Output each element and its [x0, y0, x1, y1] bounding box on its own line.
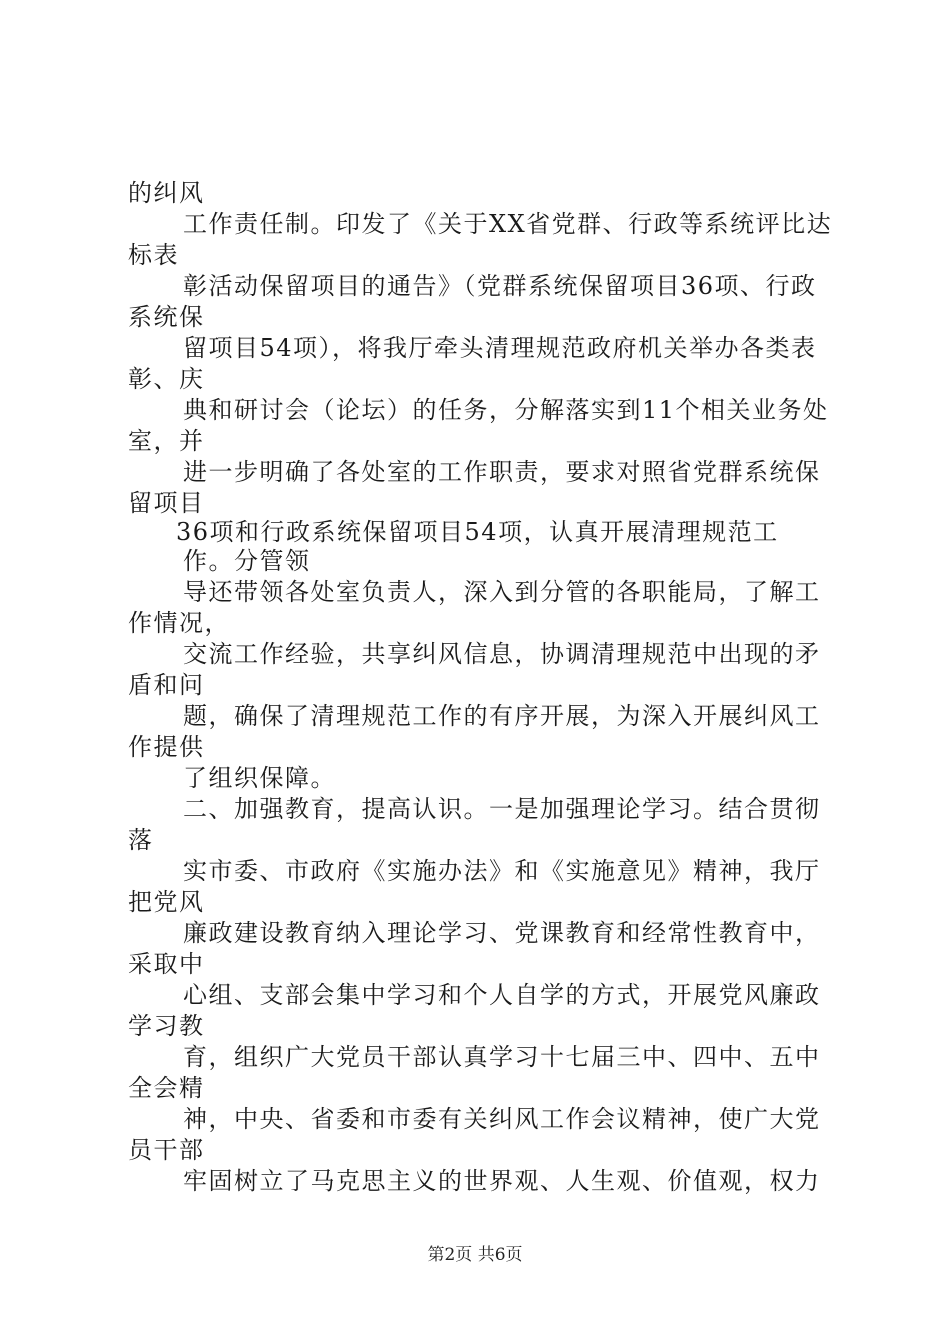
text-line: 36项和行政系统保留项目54项，认真开展清理规范工	[176, 518, 779, 546]
text-line: 廉政建设教育纳入理论学习、党课教育和经常性教育中，	[183, 919, 821, 947]
text-line: 学习教	[128, 1012, 205, 1040]
text-line: 全会精	[128, 1074, 205, 1102]
text-line: 神，中央、省委和市委有关纠风工作会议精神，使广大党	[183, 1105, 821, 1133]
text-line: 留项目	[128, 489, 205, 517]
text-line: 系统保	[128, 303, 205, 331]
text-line: 进一步明确了各处室的工作职责，要求对照省党群系统保	[183, 458, 821, 486]
text-line: 彰活动保留项目的通告》（党群系统保留项目36项、行政	[183, 272, 817, 300]
text-line: 典和研讨会（论坛）的任务，分解落实到11个相关业务处	[183, 396, 829, 424]
text-line: 作提供	[128, 733, 205, 761]
text-line: 的纠风	[128, 179, 205, 207]
text-line: 作。分管领	[183, 547, 311, 575]
text-line: 作情况，	[128, 609, 230, 637]
text-line: 心组、支部会集中学习和个人自学的方式，开展党风廉政	[183, 981, 821, 1009]
text-line: 员干部	[128, 1136, 205, 1164]
text-line: 导还带领各处室负责人，深入到分管的各职能局，了解工	[183, 578, 821, 606]
text-line: 盾和问	[128, 671, 205, 699]
text-line: 题，确保了清理规范工作的有序开展，为深入开展纠风工	[183, 702, 821, 730]
page-number-indicator: 第2页 共6页	[427, 1245, 523, 1265]
text-line: 落	[128, 826, 154, 854]
text-line: 彰、庆	[128, 365, 205, 393]
text-line: 牢固树立了马克思主义的世界观、人生观、价值观，权力	[183, 1167, 821, 1195]
page-footer	[0, 1244, 950, 1266]
text-line: 育，组织广大党员干部认真学习十七届三中、四中、五中	[183, 1043, 821, 1071]
text-line: 了组织保障。	[183, 764, 336, 792]
text-line: 二、加强教育，提高认识。一是加强理论学习。结合贯彻	[183, 795, 821, 823]
text-line: 留项目54项），将我厅牵头清理规范政府机关举办各类表	[183, 334, 817, 362]
text-line: 把党风	[128, 888, 205, 916]
text-line: 交流工作经验，共享纠风信息，协调清理规范中出现的矛	[183, 640, 821, 668]
text-line: 实市委、市政府《实施办法》和《实施意见》精神，我厅	[183, 857, 821, 885]
text-line: 工作责任制。印发了《关于XX省党群、行政等系统评比达	[183, 210, 833, 238]
text-line: 室，并	[128, 427, 205, 455]
text-line: 标表	[128, 241, 179, 269]
text-line: 采取中	[128, 950, 205, 978]
